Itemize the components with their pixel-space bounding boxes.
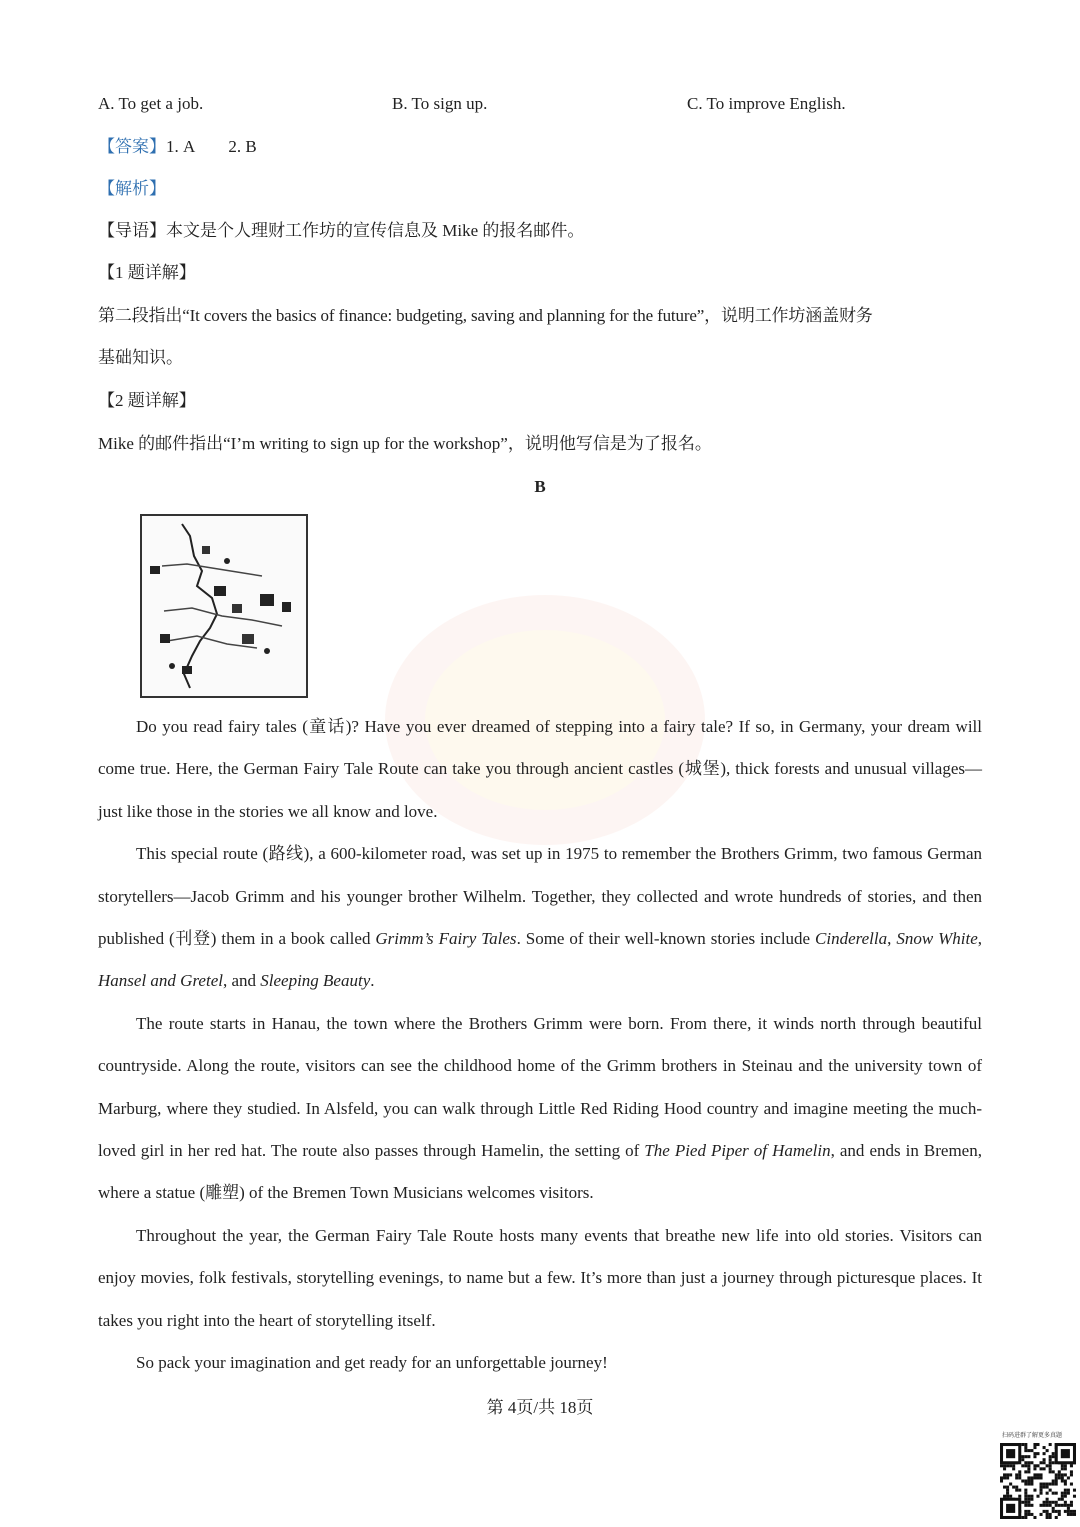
p3-text-b: , and ends in Bremen, where a statue (雕塑) of the Bremen Town Musicians welcomes visitors. [98,1141,982,1203]
analysis-tag: 【解析】 [98,179,166,198]
analysis-line [98,179,982,199]
p2-story-1: Cinderella [815,929,888,949]
passage [98,706,982,1385]
guide-text: 本文是个人理财工作坊的宣传信息及 Mike 的报名邮件。 [166,221,585,240]
q2-heading: 【2 题详解】 [98,391,196,410]
passage-paragraph-4: Throughout the year, the German Fairy Tale Route hosts many events that breathe new life into old stories. Visitors can enjoy movies, folk festivals, storytelling evenings, to name but a few. It’s more than just a journey through picturesque places. It takes you right into the heart of storytelling itself. [98,1225,982,1330]
p2-story-2: Snow White [896,929,978,949]
passage-paragraph-5: So pack your imagination and get ready for an unforgettable journey! [136,1353,608,1373]
option-b: B. To sign up. [392,94,488,113]
passage-paragraph-3 [98,1003,982,1215]
q1-explanation-line2: 基础知识。 [98,348,183,367]
passage-paragraph-1: Do you read fairy tales (童话)? Have you ever dreamed of stepping into a fairy tale? If so, in Germany, your dream will come true. Here, the German Fairy Tale Route can take you through ancient castles (城堡), thick forests and unusual villages—just like those in the stories we all know and love. [98,717,982,821]
q1-explanation-line1: 第二段指出“It covers the basics of finance: budgeting, saving and planning for the future”，说明工作坊涵盖财务 [98,306,873,325]
map-image [140,514,308,698]
p2-sep-1: , [887,929,897,949]
q1-heading: 【1 题详解】 [98,263,196,282]
p2-book-title: Grimm’s Fairy Tales [375,929,517,949]
answer-tag: 【答案】 [98,137,166,156]
p2-text-a: This special route (路线), a 600-kilometer road, was set up in 1975 to remember the Brothers Grimm, two famous German storytellers—Jacob Grimm and his younger brother Wilhelm. Together, they collected and wrote hundreds of stories, and then published (刊登) them in a book called [98,844,982,949]
passage-paragraph-2 [98,833,982,1003]
p3-story-title: The Pied Piper of Hamelin [644,1141,831,1161]
p2-end: . [370,971,375,991]
p2-text-b: . Some of their well-known stories include [516,929,816,949]
guide-line [98,221,982,241]
p2-sep-2: , [977,929,982,949]
q2-explanation-line1: Mike 的邮件指出“I’m writing to sign up for the workshop”，说明他写信是为了报名。 [98,434,712,453]
p2-story-3: Hansel and Gretel [98,971,223,991]
map-illustration-icon [142,516,306,696]
guide-tag: 【导语】 [98,221,166,240]
p3-text-a: The route starts in Hanau, the town where the Brothers Grimm were born. From there, it winds north through beautiful countryside. Along the route, visitors can see the childhood home of the Grimm brothers in Steinau and the university town of Marburg, where they studied. In Alsfeld, you can walk through Little Red Riding Hood country and imagine meeting the much-loved girl in her red hat. The route also passes through Hamelin, the setting of [98,1013,982,1161]
page-number: 第 4页/共 18页 [486,1398,594,1417]
option-c: C. To improve English. [687,94,846,113]
p2-sep-3: , and [222,971,261,991]
option-a: A. To get a job. [98,94,204,113]
p2-story-4: Sleeping Beauty [260,971,371,991]
section-label: B [534,477,546,496]
answer-line [98,137,982,157]
qr-code-icon[interactable] [1000,1443,1076,1519]
answer-text: 1. A 2. B [166,137,257,156]
qr-caption: 扫码进群了解更多真题 [1002,1432,1063,1439]
